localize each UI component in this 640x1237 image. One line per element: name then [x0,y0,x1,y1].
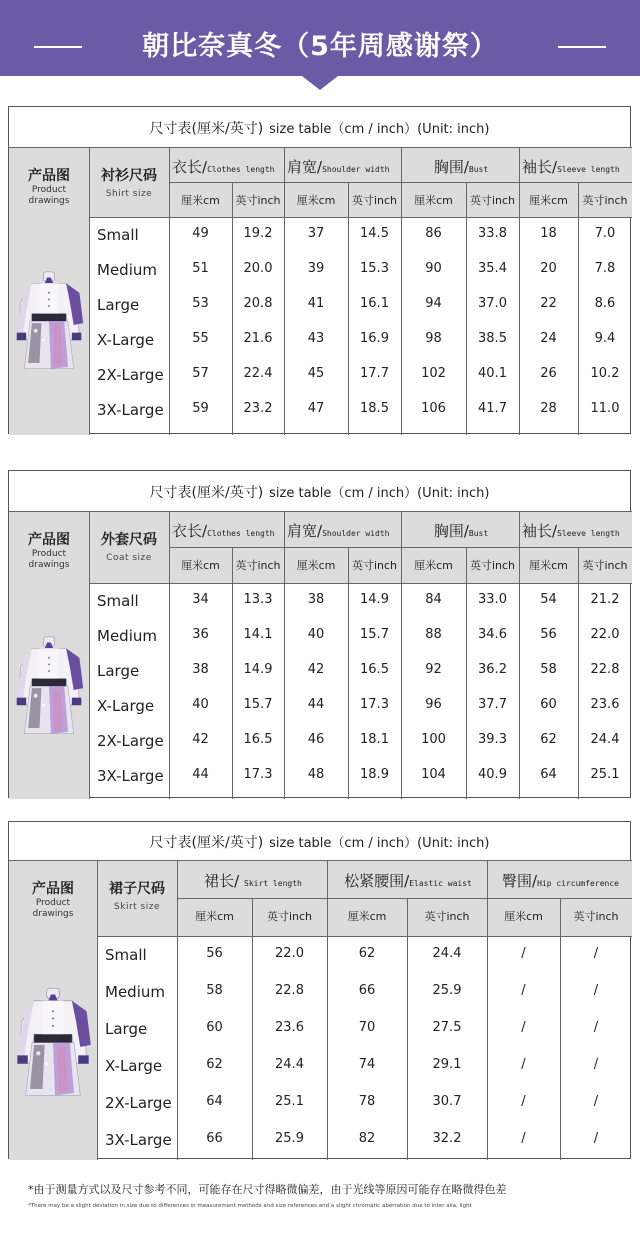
costume-illustration [11,603,87,779]
measurement-value: 15.7 [243,696,273,712]
column-header-3 [404,156,518,177]
product-label-en-1: Product [31,185,67,195]
measurement-value: 20 [540,260,557,276]
divider [401,511,402,799]
costume-illustration [11,956,95,1140]
size-name: 3X-Large [97,766,164,785]
measurement-value: 57 [192,365,209,381]
measurement-value: 14.9 [243,661,273,677]
divider [284,511,285,799]
measurement-value: 30.7 [432,1093,462,1109]
unit-header-inch: 英寸inch [235,559,281,572]
measurement-value: 82 [358,1130,376,1146]
size-name: Small [97,591,139,610]
product-label-en-2: drawings [28,196,70,206]
measurement-value: 16.1 [360,295,389,311]
measurement-value: 15.7 [360,626,389,642]
unit-header-inch: 英寸inch [235,194,281,207]
column-header-4 [522,520,631,541]
divider [177,860,178,1160]
measurement-value: / [521,1093,526,1109]
measurement-value: 58 [206,982,223,998]
product-label-en-1: Product [35,898,71,908]
column-header-en: Bust [468,529,489,538]
measurement-value: 84 [425,591,442,607]
size-name: X-Large [105,1056,163,1075]
measurement-value: / [593,982,599,998]
measurement-value: 17.3 [360,696,389,712]
measurement-value: 22.0 [590,626,620,642]
measurement-value: 44 [192,766,209,782]
divider [177,898,632,899]
column-header-en: Shoulder width [322,529,390,538]
column-header-en: Bust [468,164,489,174]
measurement-value: 56 [540,626,557,642]
product-label-en-2: drawings [32,909,74,919]
size-name: X-Large [97,330,155,349]
divider [9,511,632,512]
column-header-en: Elastic waist [409,879,472,888]
measurement-value: 100 [421,731,446,747]
measurement-value: 21.2 [590,591,620,607]
measurement-value: 8.6 [594,295,616,311]
size-label-en: Skirt size [114,902,160,912]
size-name: Small [97,225,139,244]
unit-header-inch: 英寸inch [582,194,628,207]
column-header-en: Clothes length [207,164,275,174]
unit-header-cm: 厘米cm [195,910,234,923]
size-name: Medium [97,260,157,279]
product-label-cn: 产品图 [28,532,70,548]
measurement-value: 38.5 [478,330,507,346]
measurement-value: / [593,1093,599,1109]
measurement-value: 86 [425,225,442,241]
banner-notch [302,76,338,90]
measurement-value: 58 [540,661,557,677]
divider [284,147,285,435]
unit-header-cm: 厘米cm [347,910,387,923]
measurement-value: / [593,945,599,961]
table-title-cn: 尺寸表(厘米/英寸) [149,485,264,501]
measurement-value: 92 [425,661,442,677]
table-title [9,832,630,852]
measurement-value: 102 [421,365,446,381]
costume-illustration [11,237,87,415]
measurement-value: 33.8 [478,225,507,241]
measurement-value: 25.9 [275,1130,304,1146]
disclaimer-en: *There may be a slight deviation in size due to differences in measurement methods and size references and a slight chromatic aberration due to inter alia, light [28,1203,472,1209]
measurement-value: 96 [425,696,442,712]
divider [9,147,632,148]
column-header-2 [287,156,400,177]
measurement-value: 74 [358,1056,376,1072]
unit-header-inch: 英寸inch [266,910,313,923]
measurement-value: 42 [307,661,325,677]
costume-figure [9,956,97,1144]
measurement-value: 40.1 [478,365,507,381]
measurement-value: 49 [192,225,209,241]
size-label-cn: 衬衫尺码 [101,168,157,184]
measurement-value: 18.1 [360,731,389,747]
measurement-value: 20.8 [243,295,273,311]
measurement-value: 33.0 [478,591,507,607]
measurement-value: 38 [307,591,325,607]
size-name: 2X-Large [97,731,164,750]
measurement-value: 24.4 [432,945,462,961]
measurement-value: 66 [358,982,376,998]
measurement-value: 7.0 [594,225,616,241]
measurement-value: / [521,945,526,961]
measurement-value: / [593,1019,599,1035]
size-table-2 [8,470,631,798]
measurement-value: 78 [358,1093,376,1109]
measurement-value: 90 [425,260,442,276]
measurement-value: 46 [307,731,325,747]
measurement-value: 62 [540,731,557,747]
measurement-value: 23.6 [275,1019,304,1035]
divider [519,511,520,799]
divider [89,583,632,584]
table-title [9,482,630,502]
divider [519,147,520,435]
unit-header-inch: 英寸inch [351,194,398,207]
measurement-value: 22.4 [243,365,273,381]
column-header-1 [172,520,283,541]
measurement-value: 23.6 [590,696,620,712]
size-name: Medium [105,982,165,1001]
measurement-value: 44 [307,696,325,712]
measurement-value: 17.3 [243,766,273,782]
table-title-cn: 尺寸表(厘米/英寸) [149,121,264,137]
unit-header-inch: 英寸inch [469,194,516,207]
measurement-value: 60 [206,1019,223,1035]
measurement-value: 56 [206,945,223,961]
measurement-value: 35.4 [478,260,507,276]
unit-header-inch: 英寸inch [573,910,619,923]
costume-figure [9,603,89,783]
size-name: Medium [97,626,157,645]
measurement-value: 14.9 [360,591,389,607]
unit-header-inch: 英寸inch [424,910,470,923]
measurement-value: 19.2 [243,225,273,241]
measurement-value: 88 [425,626,442,642]
column-header-en: Hip circumference [537,879,619,888]
measurement-value: 39 [307,260,325,276]
measurement-value: 47 [307,400,325,416]
divider [327,860,328,1160]
measurement-value: 40.9 [478,766,507,782]
unit-header-inch: 英寸inch [351,559,398,572]
measurement-value: 13.3 [243,591,273,607]
measurement-value: 16.9 [360,330,389,346]
measurement-value: 98 [425,330,442,346]
column-header-2 [287,520,400,541]
unit-header-cm: 厘米cm [181,194,220,207]
measurement-value: 10.2 [590,365,620,381]
column-header-en: Shoulder width [322,164,390,174]
unit-header-cm: 厘米cm [414,559,453,572]
measurement-value: 25.1 [590,766,620,782]
unit-header-cm: 厘米cm [529,559,568,572]
measurement-value: 37.7 [478,696,507,712]
column-header-en: Sleeve length [557,164,620,174]
divider [9,860,632,861]
measurement-value: 27.5 [432,1019,462,1035]
banner-title: 朝比奈真冬（5年周感谢祭） [142,31,498,62]
measurement-value: 62 [358,945,376,961]
column-header-3 [490,870,631,891]
size-name: Small [105,945,147,964]
measurement-value: / [521,1019,526,1035]
size-name: Large [105,1019,148,1038]
divider [487,860,488,1160]
divider [169,147,170,435]
measurement-value: / [521,1056,526,1072]
measurement-value: 106 [421,400,446,416]
measurement-value: 51 [192,260,209,276]
measurement-value: 23.2 [243,400,273,416]
measurement-value: 41.7 [478,400,507,416]
measurement-value: 40 [307,626,325,642]
product-label-cn: 产品图 [32,881,74,897]
measurement-value: 9.4 [594,330,616,346]
product-label-en-1: Product [31,549,67,559]
measurement-value: 14.1 [243,626,273,642]
measurement-value: 38 [192,661,209,677]
measurement-value: 18.5 [360,400,389,416]
measurement-value: 41 [307,295,325,311]
measurement-value: / [521,1130,526,1146]
size-table-1 [8,106,631,434]
measurement-value: 53 [192,295,209,311]
measurement-value: 39.3 [478,731,507,747]
measurement-value: 29.1 [432,1056,462,1072]
divider [169,511,170,799]
measurement-value: 54 [540,591,557,607]
measurement-value: 36.2 [478,661,507,677]
measurement-value: 11.0 [590,400,620,416]
measurement-value: 55 [192,330,209,346]
column-header-cn: 松紧腰围/ [344,872,410,890]
measurement-value: 40 [192,696,209,712]
measurement-value: 104 [421,766,446,782]
column-header-cn: 肩宽/ [287,522,323,540]
column-header-cn: 衣长/ [172,522,208,540]
unit-header-cm: 厘米cm [414,194,453,207]
measurement-value: 62 [206,1056,223,1072]
measurement-value: 25.1 [275,1093,304,1109]
measurement-value: 22 [540,295,557,311]
unit-header-inch: 英寸inch [469,559,516,572]
size-name: 2X-Large [105,1093,172,1112]
column-header-4 [522,156,631,177]
measurement-value: 24.4 [275,1056,304,1072]
size-name: X-Large [97,696,155,715]
measurement-value: 32.2 [432,1130,462,1146]
unit-header-cm: 厘米cm [296,194,336,207]
measurement-value: 37.0 [478,295,507,311]
measurement-value: 94 [425,295,442,311]
column-header-1 [172,156,283,177]
measurement-value: 37 [307,225,325,241]
measurement-value: 34.6 [478,626,507,642]
column-header-3 [404,520,518,541]
size-name: 2X-Large [97,365,164,384]
unit-header-cm: 厘米cm [296,559,336,572]
measurement-value: 25.9 [432,982,462,998]
unit-header-cm: 厘米cm [181,559,220,572]
measurement-value: 20.0 [243,260,273,276]
size-label-en: Shirt size [105,189,153,199]
measurement-value: 24 [540,330,557,346]
measurement-value: 59 [192,400,209,416]
column-header-cn: 裙长/ [204,872,240,890]
measurement-value: 64 [206,1093,223,1109]
size-name: 3X-Large [105,1130,172,1149]
size-name: 3X-Large [97,400,164,419]
table-title-en: size table（cm / inch）(Unit: inch) [269,122,490,137]
unit-header-cm: 厘米cm [529,194,568,207]
measurement-value: 48 [307,766,325,782]
column-header-cn: 袖长/ [522,157,558,176]
table-title [9,118,630,138]
measurement-value: 7.8 [594,260,616,276]
unit-header-cm: 厘米cm [504,910,543,923]
table-title-en: size table（cm / inch）(Unit: inch) [269,836,490,851]
product-label-en-2: drawings [28,560,70,570]
table-title-en: size table（cm / inch）(Unit: inch) [269,486,490,501]
measurement-value: 17.7 [360,365,389,381]
measurement-value: 15.3 [360,260,389,276]
column-header-en: Skirt length [239,879,302,888]
measurement-value: / [593,1130,599,1146]
size-name: Large [97,661,140,680]
table-title-cn: 尺寸表(厘米/英寸) [149,835,264,851]
measurement-value: 64 [540,766,557,782]
disclaimer-cn: *由于测量方式以及尺寸参考不同，可能存在尺寸得略微偏差，由于光线等原因可能存在略微得色差 [28,1183,507,1196]
measurement-value: 42 [192,731,209,747]
measurement-value: 60 [540,696,557,712]
measurement-value: 16.5 [243,731,273,747]
size-label-cn: 外套尺码 [101,532,157,548]
divider [89,217,632,218]
measurement-value: 21.6 [243,330,273,346]
column-header-cn: 臀围/ [502,872,538,890]
divider [401,147,402,435]
measurement-value: 26 [540,365,557,381]
measurement-value: / [521,982,526,998]
costume-figure [9,237,89,419]
measurement-value: 28 [540,400,557,416]
measurement-value: 34 [192,591,209,607]
measurement-value: 45 [307,365,325,381]
size-name: Large [97,295,140,314]
column-header-cn: 肩宽/ [287,157,323,176]
column-header-en: Sleeve length [557,529,620,538]
measurement-value: 16.5 [360,661,389,677]
measurement-value: 43 [307,330,325,346]
column-header-2 [330,870,486,891]
measurement-value: 36 [192,626,209,642]
column-header-1 [180,870,326,891]
unit-header-inch: 英寸inch [582,559,628,572]
measurement-value: 24.4 [590,731,620,747]
column-header-cn: 衣长/ [172,157,208,176]
measurement-value: / [593,1056,599,1072]
size-label-cn: 裙子尺码 [109,881,165,897]
measurement-value: 22.8 [590,661,620,677]
column-header-cn: 胸围/ [433,157,469,176]
column-header-en: Clothes length [207,529,275,538]
product-label-cn: 产品图 [28,168,70,184]
size-label-en: Coat size [106,553,152,563]
measurement-value: 66 [206,1130,223,1146]
measurement-value: 18 [540,225,557,241]
size-table-3 [8,821,631,1159]
column-header-cn: 袖长/ [522,522,558,540]
measurement-value: 22.0 [275,945,304,961]
column-header-cn: 胸围/ [433,522,469,540]
measurement-value: 70 [358,1019,376,1035]
measurement-value: 18.9 [360,766,389,782]
measurement-value: 22.8 [275,982,304,998]
measurement-value: 14.5 [360,225,389,241]
